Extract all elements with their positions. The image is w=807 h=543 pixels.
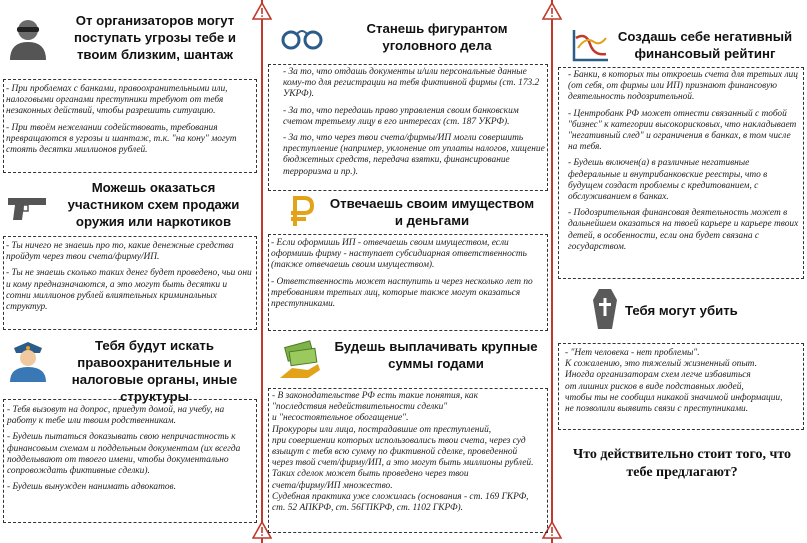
paragraph: - Банки, в которых ты откроешь счета для третьих лиц (от себя, от фирмы или ИП) признают финансовую деятельность подозрительной. — [568, 70, 798, 103]
coffin-icon — [592, 288, 618, 330]
text-line: и "несостоятельное обогащение". — [272, 413, 409, 424]
paragraph: - Ты не знаешь сколько таких денег будет проведено, чьи они и кому предназначаются, а это могут быть десятки и сотни миллионов рублей влиятельных криминальных структур. — [6, 268, 252, 313]
section-title-killed: Тебя могут убить — [625, 303, 738, 318]
text-line: через твой счет/фирму/ИП, а это могут быть миллионы рублей. — [272, 458, 534, 469]
paragraph: - Ответственность может наступить и через несколько лет по требованиям третьих лиц, которые также могут оказаться преступниками. — [271, 276, 533, 310]
text-line: "последствия недействительности сделки" — [272, 402, 448, 413]
paragraph: - За то, что отдашь документы и/или персональные данные кому-то для регистрации на тебя фиктивной фирмы (ст. 173.2 УКРФ). — [283, 67, 540, 100]
text-line: К сожалению, это тяжелый жизненный опыт. — [565, 359, 757, 370]
paragraph: - За то, что передашь право управления своим банковским счетом третьему лицу в его интересах (ст. 187 УКРФ). — [283, 105, 519, 127]
pistol-icon — [6, 194, 48, 224]
paragraph: - При твоём нежелании содействовать, требования превращаются в угрозы и шантаж, т.к. "на кону" могут стоять десятки миллионов рублей. — [6, 122, 237, 156]
text-line: Прокуроры или лица, пострадавшие от преступлений, — [272, 424, 492, 435]
paragraph: - Центробанк РФ может отнести связанный с тобой "бизнес" к категории высокорисковых, что накладывает "негативный след" и ограничения в банках, в том числе на тебя. — [568, 108, 797, 153]
section-title-property: Отвечаешь своим имуществом и деньгами — [329, 196, 535, 228]
paragraph: - Тебя вызовут на допрос, приедут домой, на учебу, на работу к тебе или твоим родственникам. — [7, 405, 225, 427]
paragraph: - Подозрительная финансовая деятельность может в дальнейшем оказаться на твоей карьере и карьере твоих детей, в особенности, если она будет связана с государством. — [568, 208, 799, 252]
police-officer-icon — [6, 338, 50, 382]
section-text-rating — [568, 70, 800, 258]
masked-criminal-icon — [6, 16, 50, 60]
paragraph: - Будешь включен(а) в различные негативные федеральные и внутрибанковские реестры, что в будущем создаст проблемы с кредитованием, с обслуживанием в банках. — [568, 158, 768, 203]
section-text-killed — [565, 348, 801, 415]
handcuffs-icon — [279, 24, 325, 52]
section-text-property — [271, 238, 544, 315]
text-line: - В законодательстве РФ есть такие понятия, как — [272, 391, 478, 401]
warning-icon — [252, 2, 272, 20]
text-line: взыщут с тебя всю сумму по фиктивной сделке, проведенной — [272, 447, 518, 458]
section-text-payments — [272, 391, 544, 514]
column-divider-left — [261, 0, 263, 543]
text-line: чтобы ты не сообщил никакой значимой информации, — [565, 392, 783, 403]
section-title-threats: От организаторов могут поступать угрозы тебе и твоим близким, шантаж — [74, 13, 236, 62]
section-text-authorities — [7, 405, 253, 498]
section-title-criminal-case: Станешь фигурантом уголовного дела — [366, 21, 508, 53]
text-line: - "Нет человека - нет проблемы". — [565, 348, 700, 358]
paragraph: - Если оформишь ИП - отвечаешь своим имуществом, если оформишь фирму - наступает субсидиарная ответственность (также отвечаешь своим имуществом). — [271, 238, 527, 271]
warning-icon — [542, 2, 562, 20]
text-line: счета/фирму/ИП множество. — [272, 480, 393, 491]
column-divider-right — [551, 0, 553, 543]
cash-hand-icon — [278, 340, 322, 380]
section-text-threats — [6, 84, 254, 161]
section-text-criminal-case — [283, 67, 545, 183]
section-title-weapons: Можешь оказаться участником схем продажи оружия или наркотиков — [67, 180, 240, 229]
text-line: Судебная практика уже сложилась (основания - ст. 169 ГКРФ, — [272, 491, 529, 502]
text-line: ст. 52 АПКРФ, ст. 56ГПКРФ, ст. 1102 ГКРФ). — [272, 503, 463, 514]
section-title-payments: Будешь выплачивать крупные суммы годами — [334, 339, 538, 371]
text-line: Таких сделок может быть проведено через твои — [272, 469, 469, 480]
text-line: Иногда организаторам схем легче избавиться — [565, 370, 751, 381]
section-title-rating: Создашь себе негативный финансовый рейтинг — [617, 29, 793, 61]
closing-question: Что действительно стоит того, что тебе предлагают? — [572, 447, 792, 480]
paragraph: - Будешь вынужден нанимать адвокатов. — [7, 482, 176, 493]
paragraph: - Будешь пытаться доказывать свою непричастность к финансовым схемам и поддельным документам (их всегда подделывают от твоего имени, чтобы документально сопровождать фиктивные сделки). — [7, 432, 241, 477]
ruble-icon — [289, 196, 315, 228]
paragraph: - При проблемах с банками, правоохранительными или, налоговыми органами преступники требуют от тебя незаконных действий, чтобы разрешить ситуацию. — [6, 84, 228, 117]
falling-chart-icon — [570, 28, 610, 64]
text-line: не позволили выявить связи с преступниками. — [565, 404, 749, 415]
section-text-weapons — [6, 241, 254, 318]
text-line: от лишних рисков в виде подставных людей, — [565, 381, 744, 392]
text-line: при совершении которых использовались твои счета, через суд — [272, 435, 526, 446]
paragraph: - Ты ничего не знаешь про то, какие денежные средства пройдут через твои счета/фирму/ИП. — [6, 241, 234, 263]
section-title-authorities: Тебя будут искать правоохранительные и налоговые органы, иные структуры — [71, 338, 238, 404]
paragraph: - За то, что через твои счета/фирмы/ИП могли совершить преступление (например, уклонение от уплаты налогов, хищение бюджетных средств, передача взятки, финансирование терроризма и пр.). — [283, 133, 545, 177]
